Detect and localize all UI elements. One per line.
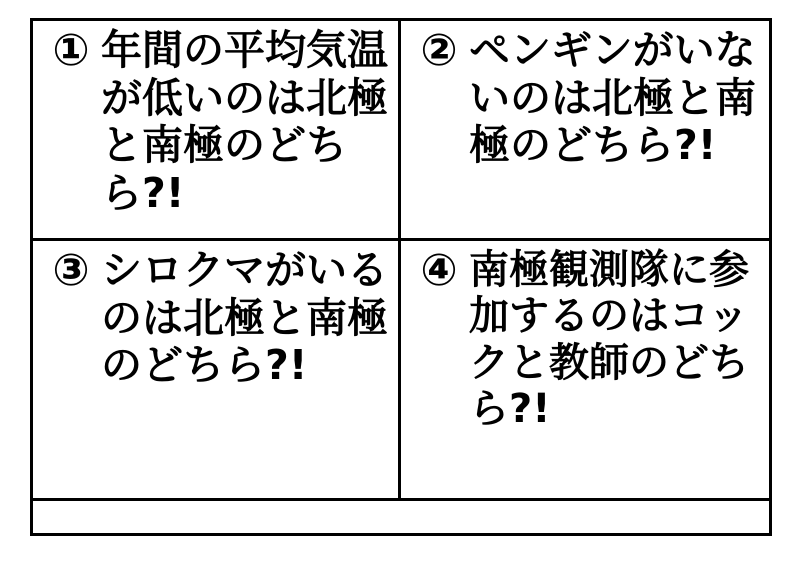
circled-digit-one-icon: ① <box>52 25 90 76</box>
quiz-card-2[interactable] <box>401 21 769 241</box>
quiz-card-grid <box>30 18 772 536</box>
quiz-card-4[interactable] <box>401 241 769 501</box>
circled-digit-two-icon: ② <box>420 25 458 76</box>
quiz-card-1[interactable] <box>33 21 401 241</box>
circled-digit-four-icon: ④ <box>420 245 458 296</box>
quiz-question-text: 南極観測隊に参加するのはコックと教師のどちら?! <box>469 247 749 433</box>
circled-digit-three-icon: ③ <box>52 245 90 296</box>
empty-row <box>33 501 769 533</box>
quiz-question-text: シロクマがいるのは北極と南極のどちら?! <box>101 246 388 390</box>
quiz-card-3[interactable] <box>33 241 401 501</box>
quiz-question-text: ペンギンがいないのは北極と南極のどちら?! <box>469 26 756 170</box>
quiz-question-text: 年間の平均気温が低いのは北極と南極のどちら?! <box>101 26 388 217</box>
